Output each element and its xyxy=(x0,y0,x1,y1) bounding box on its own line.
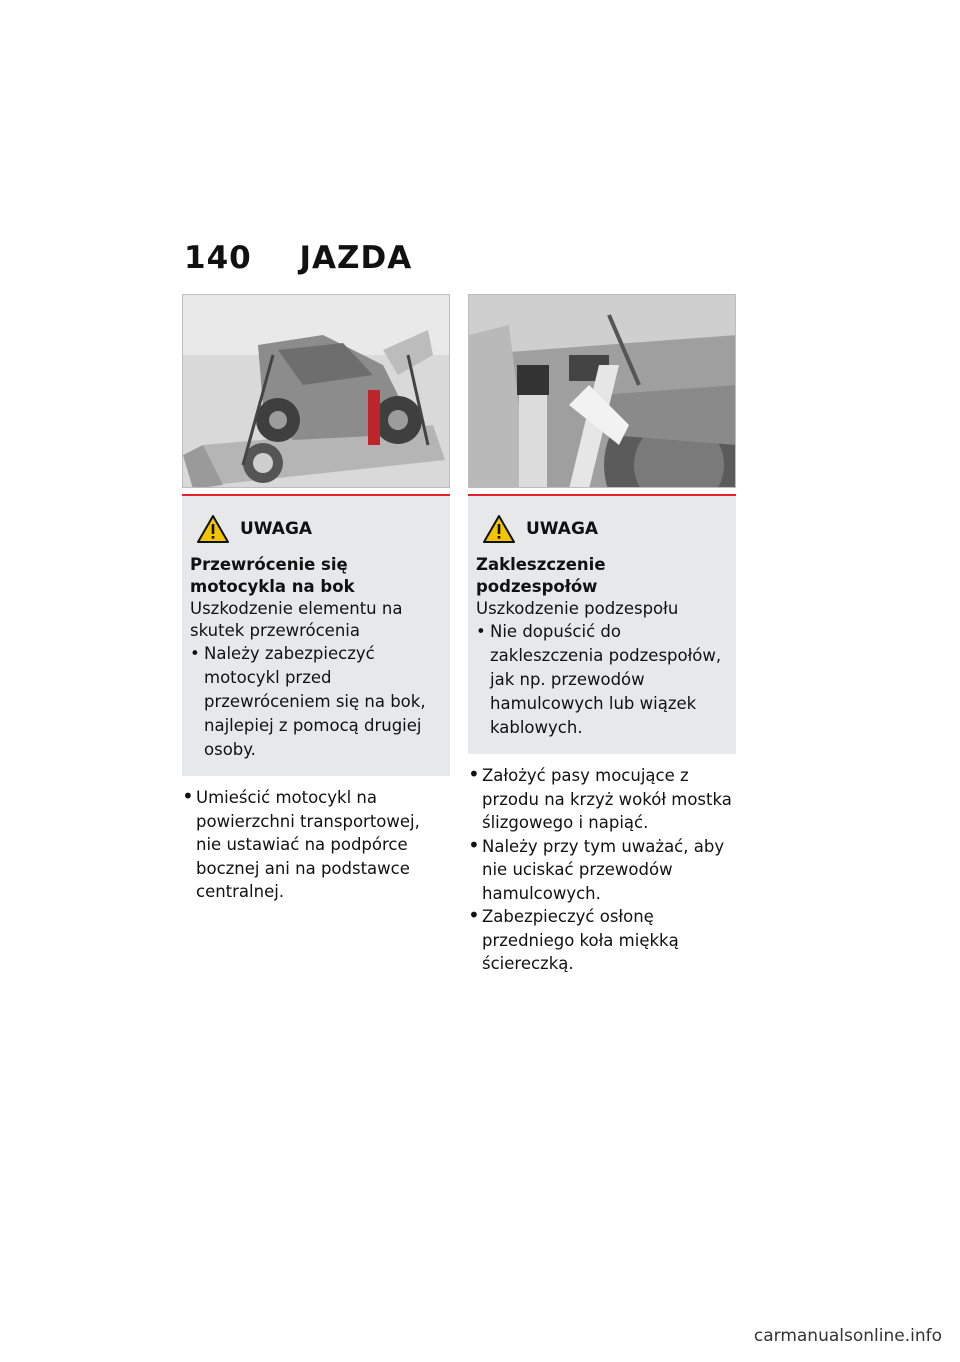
instruction-step: • Należy przy tym uważać, aby nie uciskać przewodów hamulcowych. xyxy=(468,835,736,906)
warning-bullet: • Należy zabezpieczyć motocykl przed przewróceniem się na bok, najlepiej z pomocą drugiej osoby. xyxy=(190,642,444,762)
warning-box xyxy=(182,494,450,776)
warning-text: Uszkodzenie podzespołu xyxy=(476,599,679,618)
warning-box xyxy=(468,494,736,754)
instruction-list xyxy=(182,786,450,904)
trailer-motorcycle-photo xyxy=(182,294,450,488)
warning-text: Uszkodzenie elementu na skutek przewrócenia xyxy=(190,599,403,640)
page-header xyxy=(184,240,412,276)
watermark: carmanualsonline.info xyxy=(753,1326,942,1346)
front-wheel-strap-photo xyxy=(468,294,736,488)
page-number: 140 xyxy=(184,240,252,276)
warning-label: UWAGA xyxy=(240,519,313,539)
instruction-step: • Zabezpieczyć osłonę przedniego koła miękką ściereczką. xyxy=(468,905,736,976)
instruction-step: • Założyć pasy mocujące z przodu na krzyż wokół mostka ślizgowego i napiąć. xyxy=(468,764,736,835)
left-column xyxy=(182,294,450,904)
warning-label: UWAGA xyxy=(526,519,599,539)
instruction-list xyxy=(468,764,736,976)
instruction-step: • Umieścić motocykl na powierzchni transportowej, nie ustawiać na podpórce bocznej ani na podstawce centralnej. xyxy=(182,786,450,904)
right-column xyxy=(468,294,736,976)
warning-header xyxy=(196,514,444,544)
warning-triangle-icon xyxy=(196,514,230,544)
section-title: JAZDA xyxy=(299,240,413,276)
warning-bullet: • Nie dopuścić do zakleszczenia podzespołów, jak np. przewodów hamulcowych lub wiązek kablowych. xyxy=(476,620,730,740)
warning-triangle-icon xyxy=(482,514,516,544)
warning-header xyxy=(482,514,730,544)
warning-title: Przewrócenie się motocykla na bok xyxy=(190,555,355,596)
warning-title: Zakleszczenie podzespołów xyxy=(476,555,606,596)
